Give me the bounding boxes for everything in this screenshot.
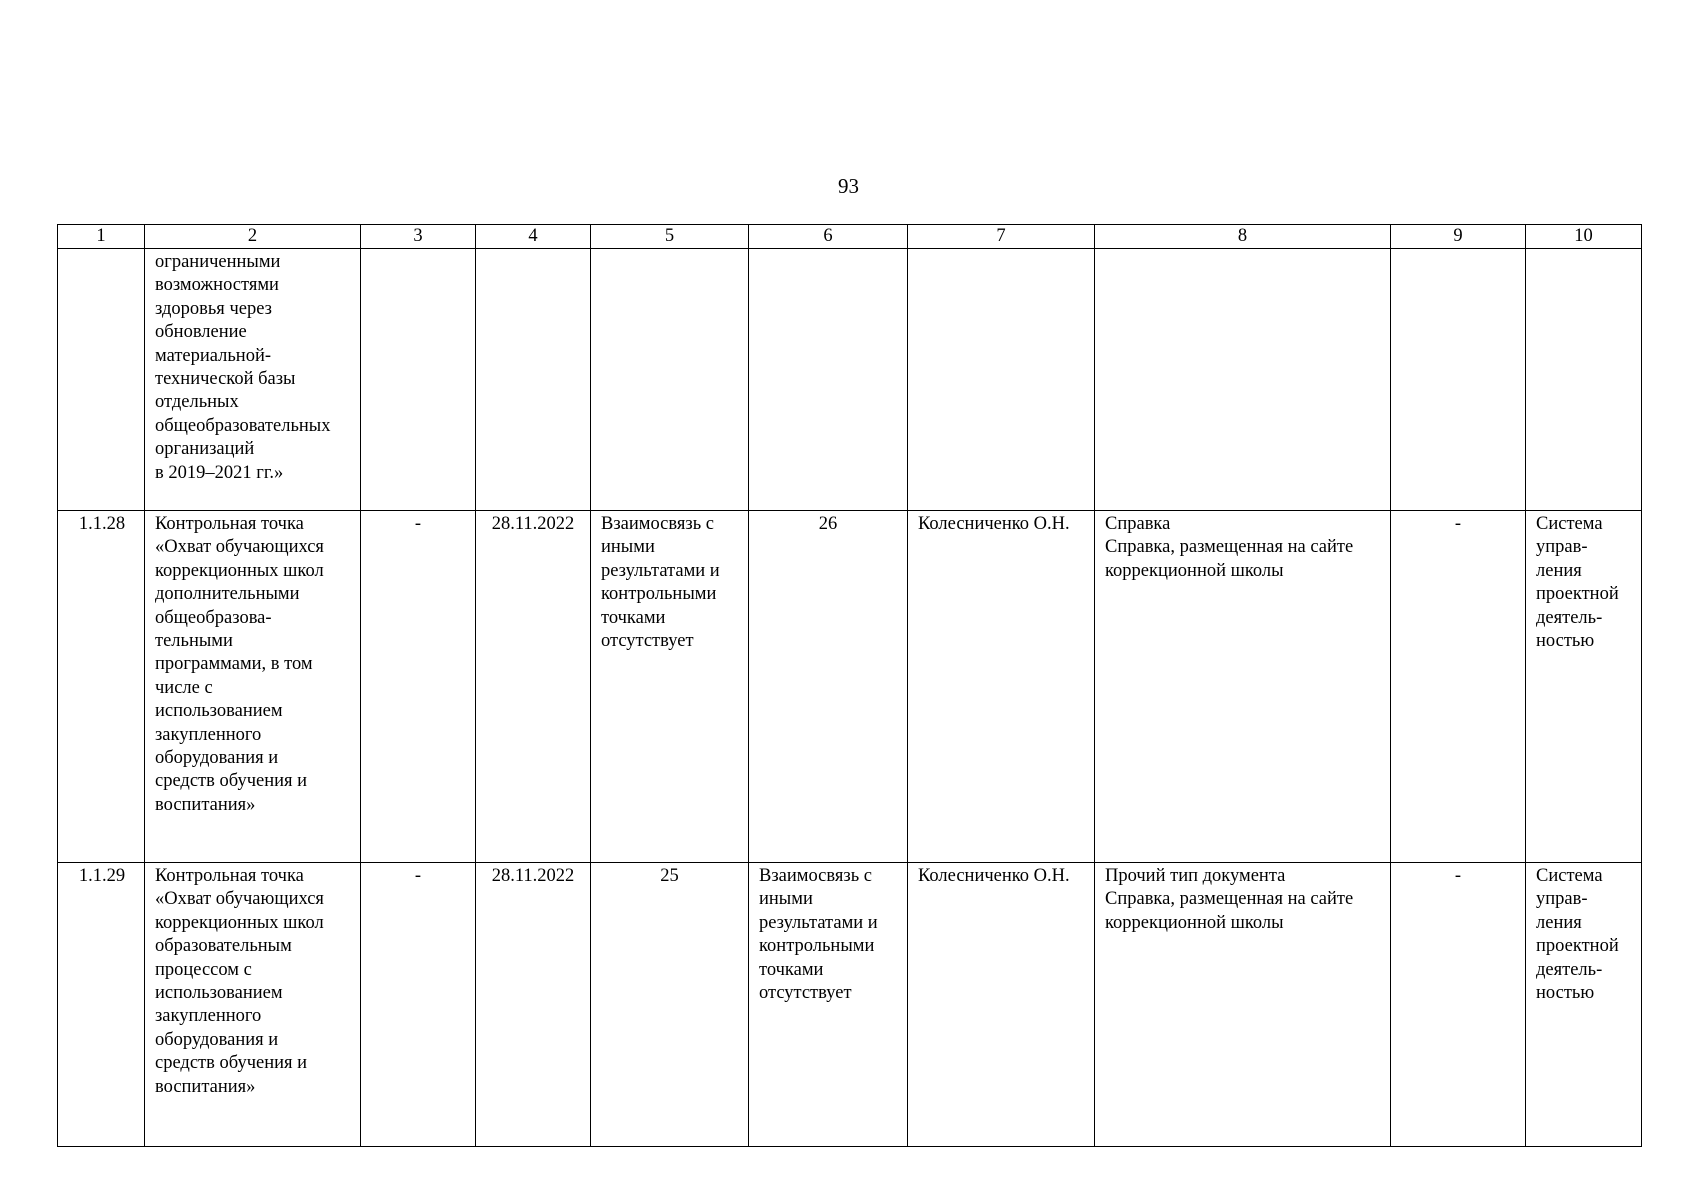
header-cell-6: 6 xyxy=(749,225,908,249)
header-cell-4: 4 xyxy=(476,225,591,249)
value-cell: 25 xyxy=(591,863,749,1147)
row-number-cell: 1.1.28 xyxy=(58,511,145,863)
responsible-cell: Колесниченко О.Н. xyxy=(908,863,1095,1147)
system-cell: Система управ- ления проектной деятель- ностью xyxy=(1526,863,1642,1147)
header-cell-2: 2 xyxy=(145,225,361,249)
table-cell: - xyxy=(361,511,476,863)
row-number-cell: 1.1.29 xyxy=(58,863,145,1147)
table-cell: - xyxy=(1391,863,1526,1147)
table-header-row xyxy=(58,225,1642,249)
document-cell xyxy=(1095,249,1391,511)
value-cell: 26 xyxy=(749,511,908,863)
header-cell-8: 8 xyxy=(1095,225,1391,249)
header-cell-7: 7 xyxy=(908,225,1095,249)
date-cell xyxy=(476,249,591,511)
page-number: 93 xyxy=(838,174,859,198)
date-cell: 28.11.2022 xyxy=(476,511,591,863)
table-cell xyxy=(361,249,476,511)
description-cell: Контрольная точка «Охват обучающихся коррекционных школ образовательным процессом с использованием закупленного оборудования и средств обучения и воспитания» xyxy=(145,863,361,1147)
header-cell-3: 3 xyxy=(361,225,476,249)
header-cell-10: 10 xyxy=(1526,225,1642,249)
description-cell: Контрольная точка «Охват обучающихся коррекционных школ дополнительными общеобразова- тельными программами, в том числе с использованием закупленного оборудования и средств обучения и воспитания» xyxy=(145,511,361,863)
document-cell: Прочий тип документа Справка, размещенная на сайте коррекционной школы xyxy=(1095,863,1391,1147)
description-cell: ограниченными возможностями здоровья через обновление материальной- технической базы отдельных общеобразовательных организаций в 2019–2021 гг.» xyxy=(145,249,361,511)
header-cell-1: 1 xyxy=(58,225,145,249)
system-cell xyxy=(1526,249,1642,511)
table-cell: - xyxy=(1391,511,1526,863)
system-cell: Система управ- ления проектной деятель- ностью xyxy=(1526,511,1642,863)
table-row xyxy=(58,863,1642,1147)
responsible-cell xyxy=(908,249,1095,511)
document-cell: Справка Справка, размещенная на сайте коррекционной школы xyxy=(1095,511,1391,863)
table-cell: - xyxy=(361,863,476,1147)
responsible-cell: Колесниченко О.Н. xyxy=(908,511,1095,863)
table-cell xyxy=(591,249,749,511)
row-number-cell xyxy=(58,249,145,511)
date-cell: 28.11.2022 xyxy=(476,863,591,1147)
table-row xyxy=(58,511,1642,863)
header-cell-9: 9 xyxy=(1391,225,1526,249)
table-row xyxy=(58,249,1642,511)
relationship-cell: Взаимосвязь с иными результатами и контрольными точками отсутствует xyxy=(591,511,749,863)
header-cell-5: 5 xyxy=(591,225,749,249)
relationship-cell: Взаимосвязь с иными результатами и контрольными точками отсутствует xyxy=(749,863,908,1147)
table-cell xyxy=(749,249,908,511)
control-points-table xyxy=(57,224,1642,1147)
table-cell xyxy=(1391,249,1526,511)
